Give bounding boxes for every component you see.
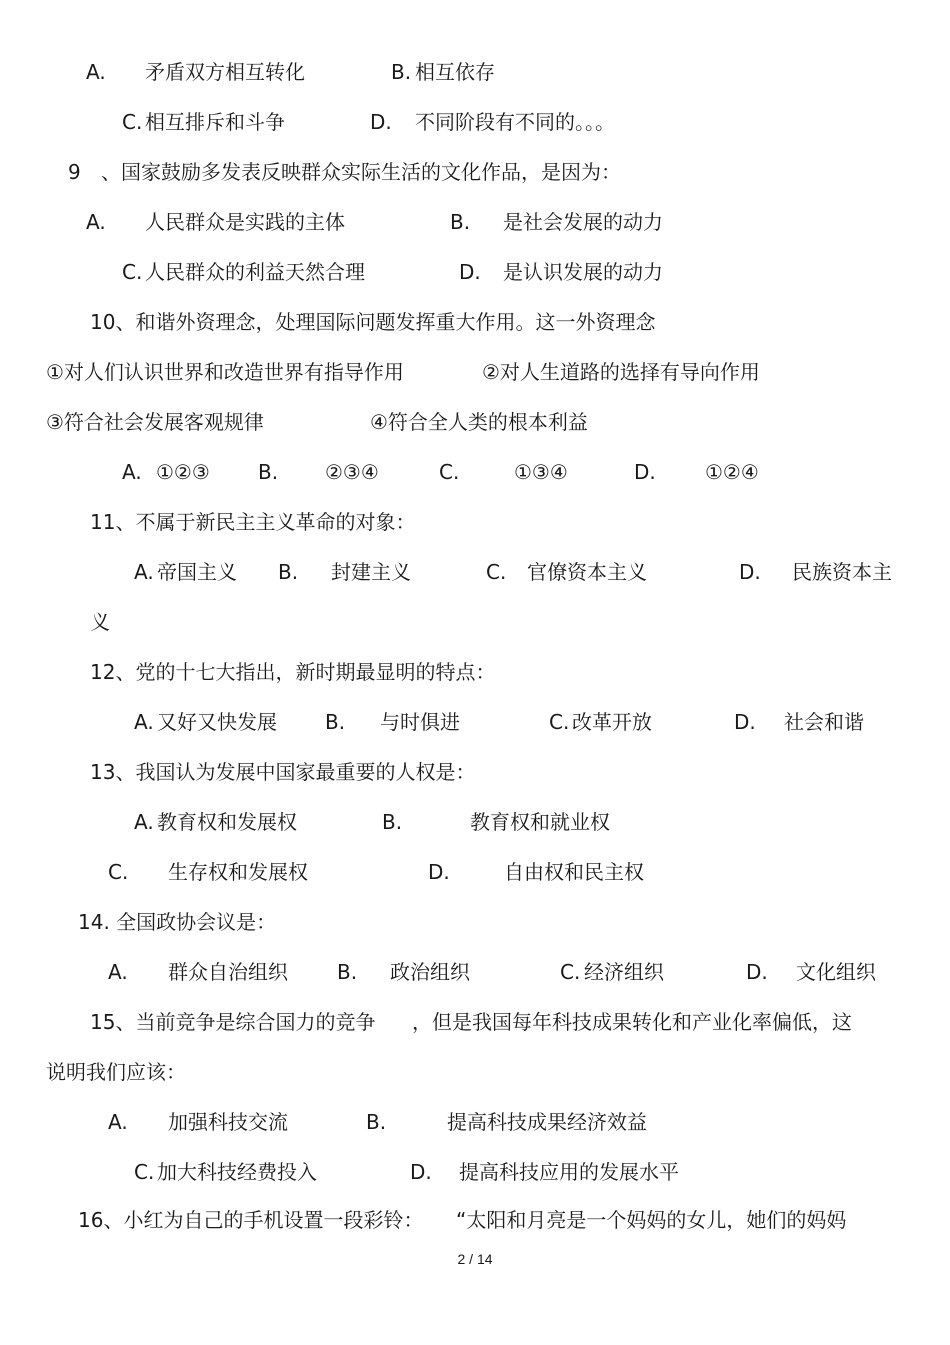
q10-option-c-label: C. (439, 460, 460, 484)
q10-option-a-label: A. (122, 460, 142, 484)
q11-option-a-label: A. (134, 560, 154, 584)
q15-question-continued: 说明我们应该： (46, 1060, 186, 1084)
q8-option-d-label: D. (370, 110, 392, 134)
q8-option-d: 不同阶段有不同的。。。 (415, 110, 615, 134)
q13-question: 13、我国认为发展中国家最重要的人权是： (90, 760, 476, 784)
q11-option-b-label: B. (278, 560, 299, 584)
q14-option-a-label: A. (108, 960, 128, 984)
q14-option-b-label: B. (337, 960, 358, 984)
q12-option-c: 改革开放 (572, 710, 652, 734)
q12-option-c-label: C. (549, 710, 570, 734)
q12-option-b: 与时俱进 (380, 710, 460, 734)
q11-option-d-label: D. (739, 560, 761, 584)
q15-option-b-label: B. (366, 1110, 387, 1134)
q11-option-c-label: C. (486, 560, 507, 584)
q13-option-b: 教育权和就业权 (470, 810, 610, 834)
q10-item-1: ①对人们认识世界和改造世界有指导作用 (46, 360, 404, 384)
q11-option-d: 民族资本主 (792, 560, 892, 584)
q15-question-part-1: 15、当前竞争是综合国力的竞争 (90, 1010, 376, 1034)
q15-option-b: 提高科技成果经济效益 (447, 1110, 647, 1134)
q11-option-b: 封建主义 (331, 560, 411, 584)
q12-option-d: 社会和谐 (784, 710, 864, 734)
q15-option-a: 加强科技交流 (168, 1110, 288, 1134)
q12-option-a-label: A. (134, 710, 154, 734)
q8-option-c-label: C. (122, 110, 143, 134)
q12-question: 12、党的十七大指出，新时期最显明的特点： (90, 660, 496, 684)
q10-option-a: ①②③ (156, 460, 210, 484)
q10-option-b-label: B. (258, 460, 279, 484)
q14-option-d-label: D. (746, 960, 768, 984)
q13-option-b-label: B. (382, 810, 403, 834)
q9-number: 9 (68, 160, 81, 184)
q15-option-c: 加大科技经费投入 (157, 1160, 317, 1184)
q9-option-b-label: B. (450, 210, 471, 234)
q11-option-d-continued: 义 (90, 610, 110, 634)
q12-option-b-label: B. (325, 710, 346, 734)
q14-question: 14. 全国政协会议是： (78, 910, 277, 934)
q14-option-d: 文化组织 (796, 960, 876, 984)
q9-option-a: 人民群众是实践的主体 (145, 210, 345, 234)
q10-option-c: ①③④ (514, 460, 568, 484)
q8-option-b-label: B. (391, 60, 412, 84)
q16-question-part-1: 16、小红为自己的手机设置一段彩铃： (78, 1208, 424, 1232)
q15-option-c-label: C. (134, 1160, 155, 1184)
q10-question: 10、和谐外资理念，处理国际问题发挥重大作用。这一外资理念 (90, 310, 656, 334)
q13-option-a-label: A. (134, 810, 154, 834)
q11-option-a: 帝国主义 (157, 560, 237, 584)
q9-option-c-label: C. (122, 260, 143, 284)
q14-option-c: 经济组织 (584, 960, 664, 984)
q15-option-a-label: A. (108, 1110, 128, 1134)
q10-option-b: ②③④ (325, 460, 379, 484)
q9-option-d: 是认识发展的动力 (503, 260, 663, 284)
q9-option-a-label: A. (86, 210, 106, 234)
q14-option-b: 政治组织 (390, 960, 470, 984)
q8-option-a-label: A. (86, 60, 106, 84)
q9-question: 、国家鼓励多发表反映群众实际生活的文化作品，是因为： (101, 160, 621, 184)
q11-question: 11、不属于新民主主义革命的对象： (90, 510, 416, 534)
q15-option-d-label: D. (410, 1160, 432, 1184)
q12-option-a: 又好又快发展 (157, 710, 277, 734)
q15-option-d: 提高科技应用的发展水平 (459, 1160, 679, 1184)
q12-option-d-label: D. (734, 710, 756, 734)
q13-option-d: 自由权和民主权 (504, 860, 644, 884)
q10-item-3: ③符合社会发展客观规律 (46, 410, 264, 434)
q10-option-d: ①②④ (705, 460, 759, 484)
q13-option-c-label: C. (108, 860, 129, 884)
q13-option-a: 教育权和发展权 (157, 810, 297, 834)
q10-item-4: ④符合全人类的根本利益 (370, 410, 588, 434)
q14-option-c-label: C. (560, 960, 581, 984)
q9-option-b: 是社会发展的动力 (503, 210, 663, 234)
q13-option-c: 生存权和发展权 (168, 860, 308, 884)
q8-option-c: 相互排斥和斗争 (145, 110, 285, 134)
q10-item-2: ②对人生道路的选择有导向作用 (482, 360, 760, 384)
q11-option-c: 官僚资本主义 (527, 560, 647, 584)
page-number: 2 / 14 (457, 1251, 493, 1267)
q10-option-d-label: D. (634, 460, 656, 484)
q8-option-b: 相互依存 (415, 60, 495, 84)
q14-option-a: 群众自治组织 (168, 960, 288, 984)
q15-question-part-2: ，但是我国每年科技成果转化和产业化率偏低，这 (412, 1010, 852, 1034)
q9-option-d-label: D. (459, 260, 481, 284)
q13-option-d-label: D. (428, 860, 450, 884)
q8-option-a: 矛盾双方相互转化 (145, 60, 305, 84)
q16-question-part-2: “太阳和月亮是一个妈妈的女儿，她们的妈妈 (456, 1208, 847, 1232)
q9-option-c: 人民群众的利益天然合理 (145, 260, 365, 284)
